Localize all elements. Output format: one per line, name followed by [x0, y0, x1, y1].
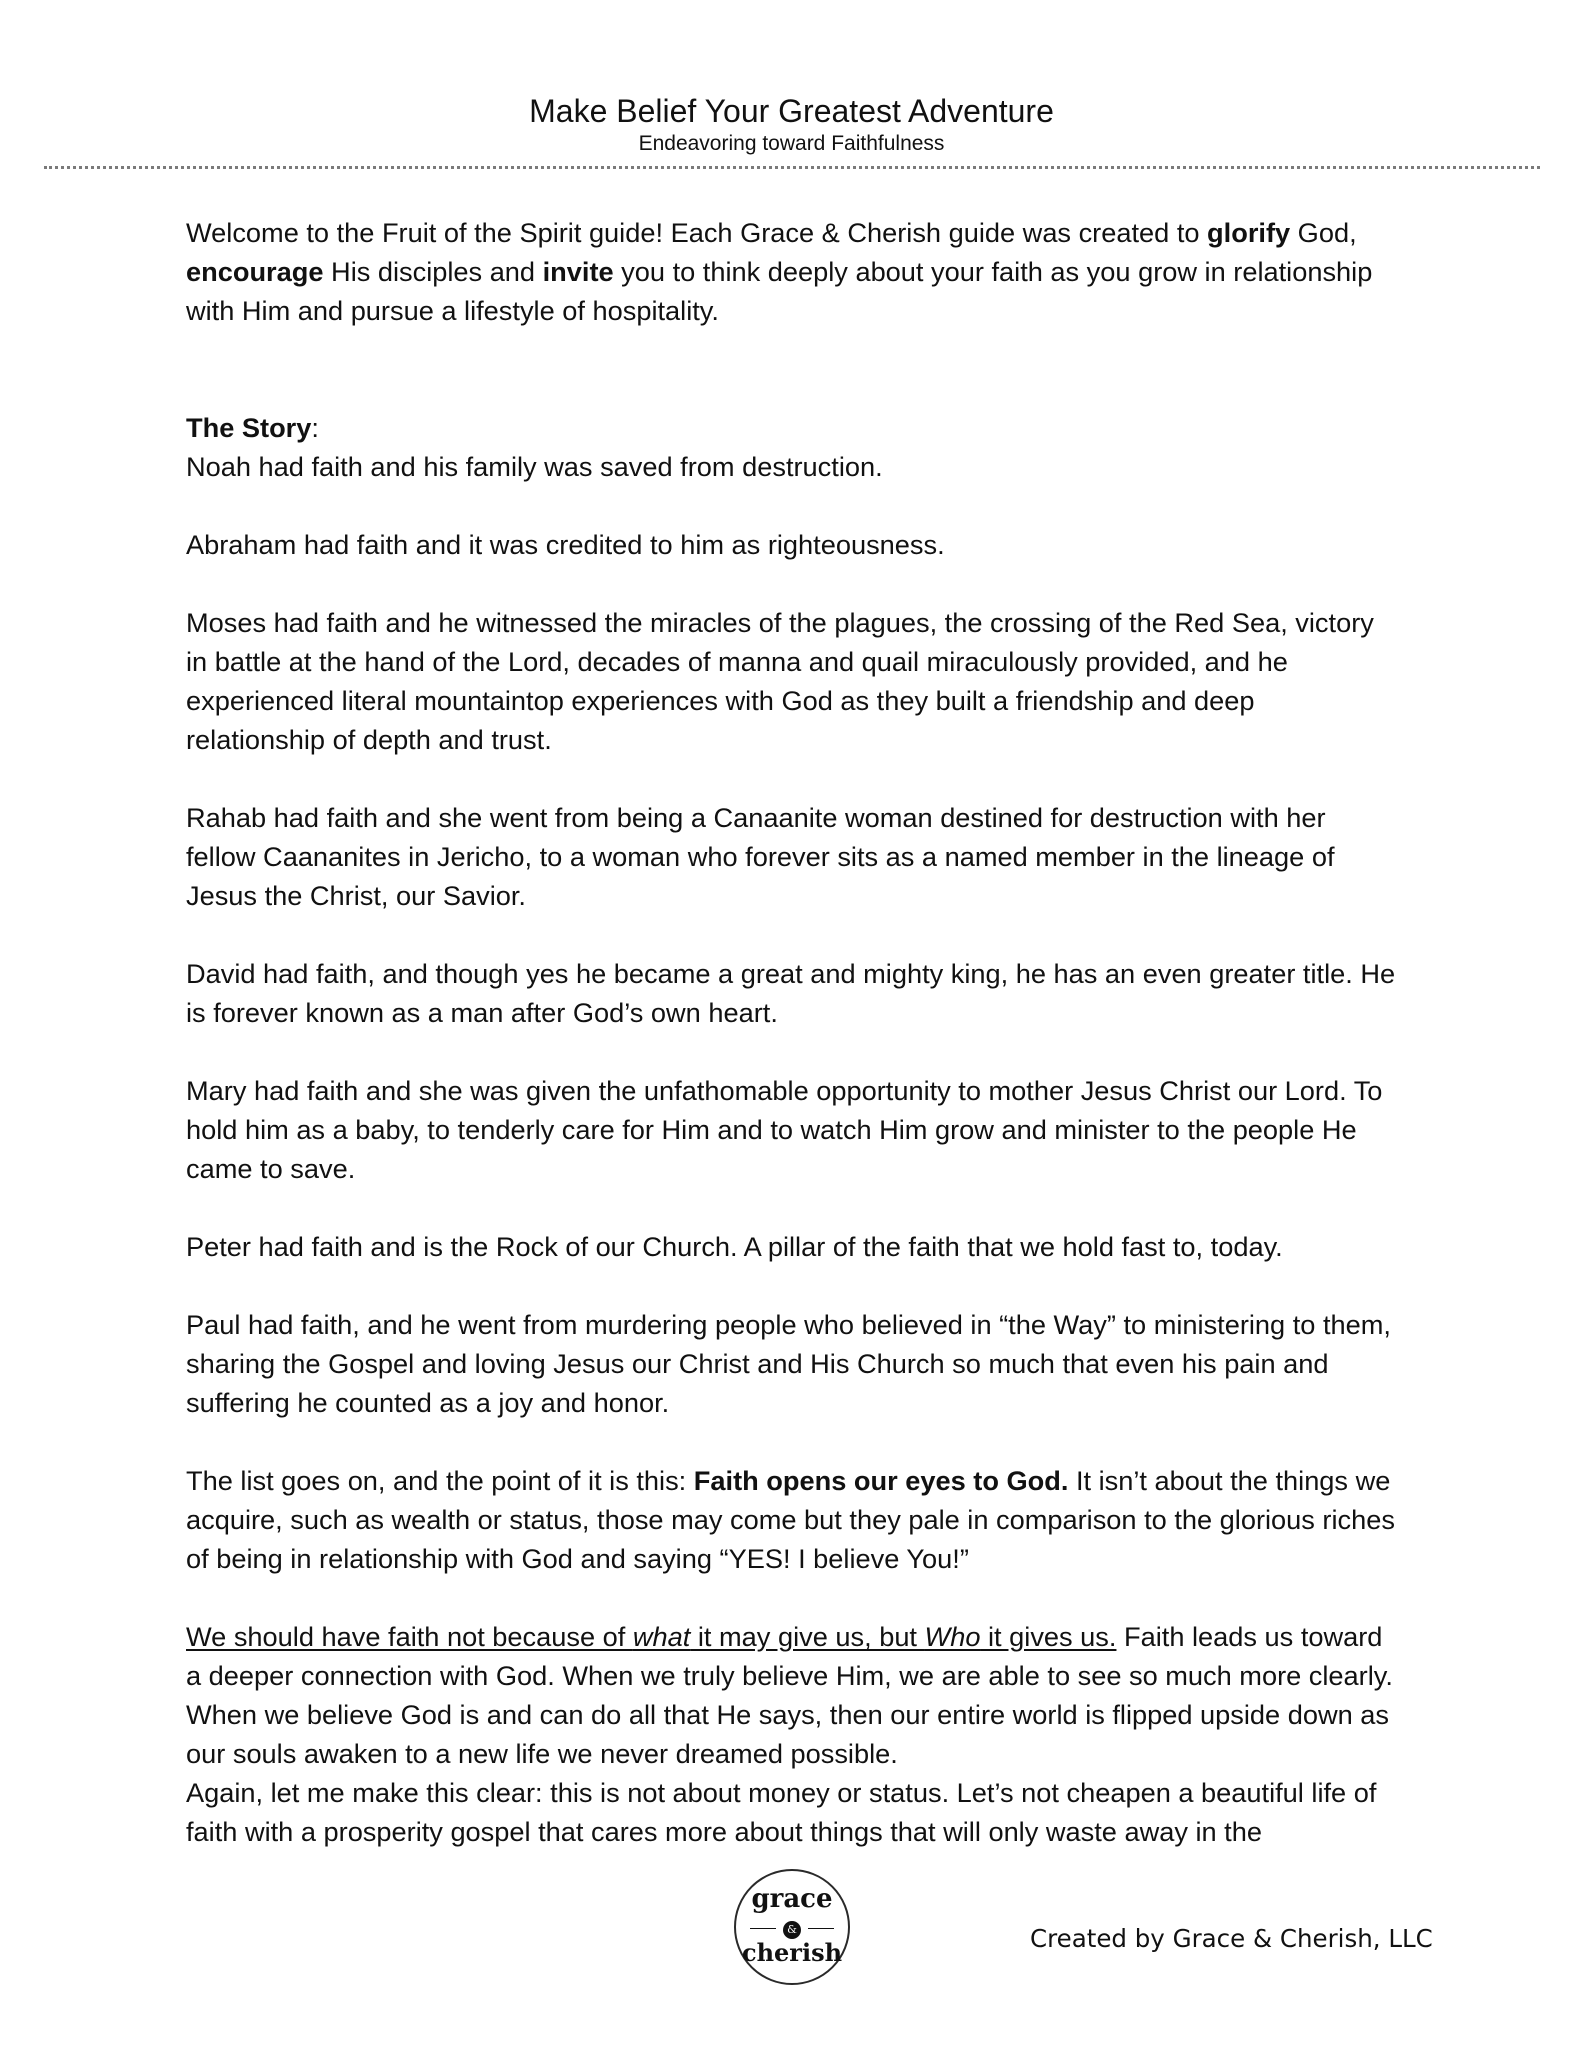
story-paragraph-paul: Paul had faith, and he went from murdering people who believed in “the Way” to ministering to them, sharing the Gospel and loving Jesus our Christ and His Church so much that even his pain and suffering he counted as a joy and honor. [186, 1309, 1391, 1418]
dotted-divider [44, 166, 1540, 169]
story-paragraph-abraham: Abraham had faith and it was credited to him as righteousness. [186, 529, 945, 560]
story-paragraph-moses: Moses had faith and he witnessed the miracles of the plagues, the crossing of the Red Sea, victory in battle at the hand of the Lord, decades of manna and quail miraculously provided, and he experienced literal mountaintop experiences with God as they built a friendship and deep relationship of depth and trust. [186, 607, 1374, 755]
faith-paragraph: We should have faith not because of what it may give us, but Who it gives us. Faith leads us toward a deeper connection with God. When we truly believe Him, we are able to see so much more clearly. When we believe God is and can do all that He says, then our entire world is flipped upside down as our souls awaken to a new life we never dreamed possible. [186, 1621, 1393, 1769]
footer-credit: Created by Grace & Cherish, LLC [1030, 1924, 1433, 1953]
story-paragraph-mary: Mary had faith and she was given the unfathomable opportunity to mother Jesus Christ our Lord. To hold him as a baby, to tenderly care for Him and to watch Him grow and minister to the people He came to save. [186, 1075, 1383, 1184]
again-paragraph: Again, let me make this clear: this is not about money or status. Let’s not cheapen a beautiful life of faith with a prosperity gospel that cares more about things that will only waste away in the [186, 1777, 1377, 1847]
document-body [186, 213, 1401, 1851]
page-header [0, 92, 1583, 156]
story-paragraph-david: David had faith, and though yes he became a great and mighty king, he has an even greater title. He is forever known as a man after God’s own heart. [186, 958, 1396, 1028]
faith-opens-emphasis: Faith opens our eyes to God. [693, 1465, 1069, 1496]
logo-word-grace: grace [751, 1884, 833, 1914]
invite-emphasis: invite [542, 256, 614, 287]
logo-word-cherish: cherish [741, 1938, 843, 1967]
story-paragraph-noah: Noah had faith and his family was saved from destruction. [186, 451, 883, 482]
logo-divider [750, 1921, 834, 1935]
story-paragraph-rahab: Rahab had faith and she went from being a Canaanite woman destined for destruction with her fellow Caananites in Jericho, to a woman who forever sits as a named member in the lineage of Jesus the Christ, our Savior. [186, 802, 1335, 911]
page-subtitle: Endeavoring toward Faithfulness [638, 132, 945, 155]
list-paragraph: The list goes on, and the point of it is this: Faith opens our eyes to God. It isn’t about the things we acquire, such as wealth or status, those may come but they pale in comparison to the glorious riches of being in relationship with God and saying “YES! I believe You!” [186, 1465, 1395, 1574]
grace-cherish-logo [734, 1869, 850, 1985]
glorify-emphasis: glorify [1207, 217, 1291, 248]
page-title: Make Belief Your Greatest Adventure [529, 93, 1054, 129]
faith-underlined-sentence: We should have faith not because of what it may give us, but Who it gives us. [186, 1621, 1117, 1652]
logo-ampersand: & [783, 1921, 801, 1939]
story-heading: The Story: [186, 412, 319, 443]
encourage-emphasis: encourage [186, 256, 324, 287]
story-paragraph-peter: Peter had faith and is the Rock of our Church. A pillar of the faith that we hold fast to, today. [186, 1231, 1283, 1262]
intro-paragraph: Welcome to the Fruit of the Spirit guide! Each Grace & Cherish guide was created to glorify God, encourage His disciples and invite you to think deeply about your faith as you grow in relationship with Him and pursue a lifestyle of hospitality. [186, 217, 1373, 326]
